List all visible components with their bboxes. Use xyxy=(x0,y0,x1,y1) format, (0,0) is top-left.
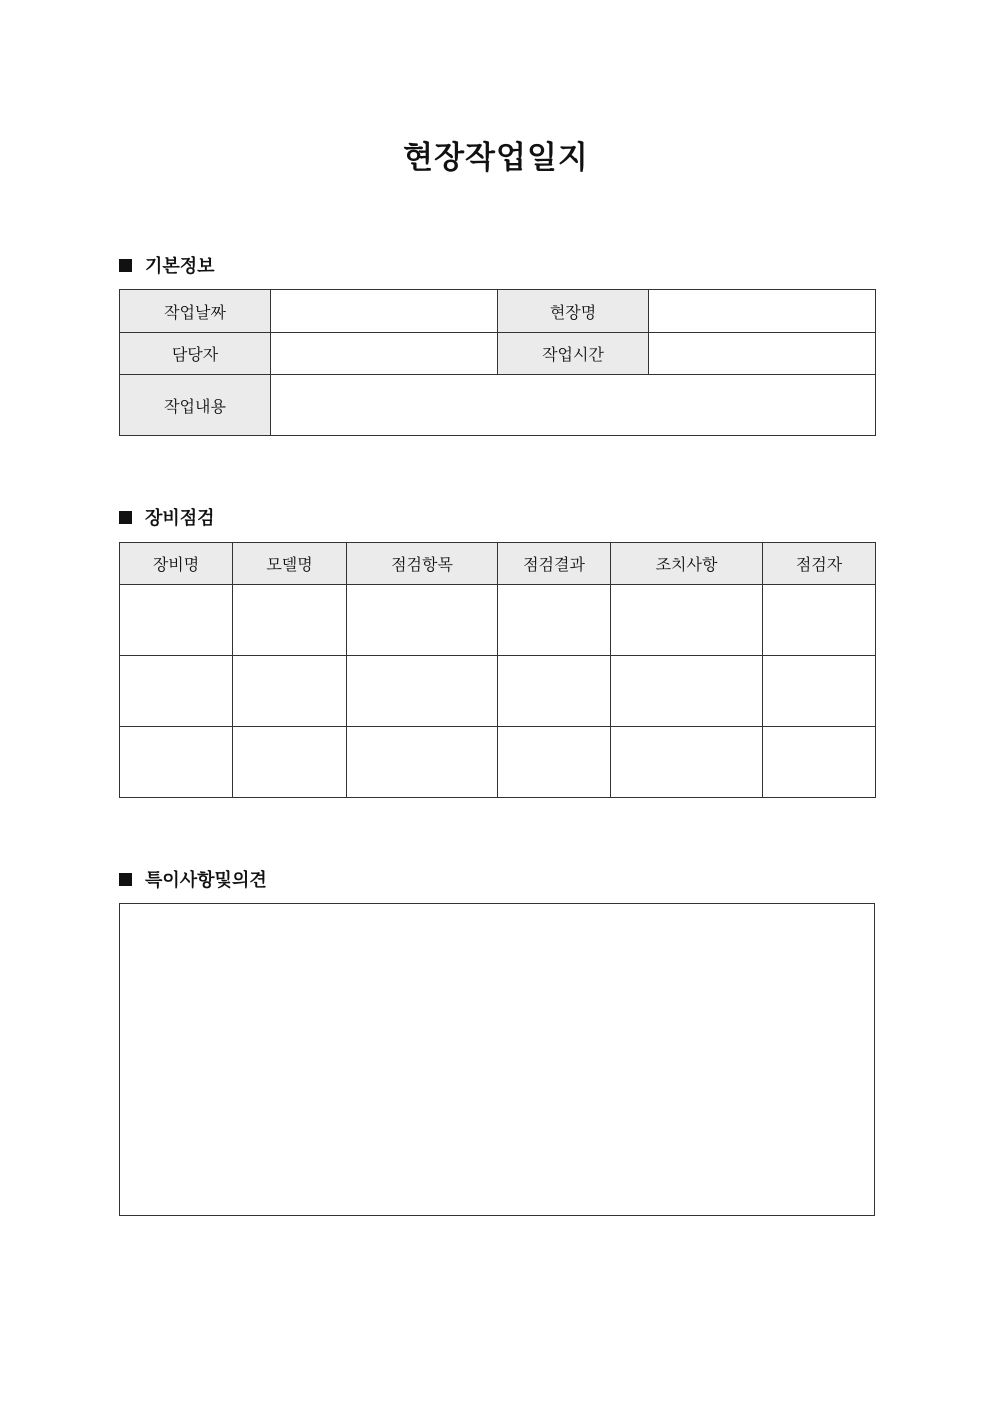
column-header-check-result: 점검결과 xyxy=(498,543,611,585)
site-name-field[interactable] xyxy=(649,290,876,333)
inspector-cell[interactable] xyxy=(763,585,876,656)
section-title: 특이사항및의견 xyxy=(145,870,267,891)
table-row xyxy=(120,727,876,798)
work-time-field[interactable] xyxy=(649,333,876,375)
column-header-equipment-name: 장비명 xyxy=(120,543,233,585)
section-title: 장비점검 xyxy=(145,508,215,529)
inspector-cell[interactable] xyxy=(763,727,876,798)
section-heading-equipment-check xyxy=(119,505,215,529)
equipment-name-cell[interactable] xyxy=(120,727,233,798)
equipment-name-cell[interactable] xyxy=(120,656,233,727)
table-row xyxy=(120,290,876,333)
check-item-cell[interactable] xyxy=(347,656,498,727)
check-result-cell[interactable] xyxy=(498,656,611,727)
site-name-label: 현장명 xyxy=(498,290,649,333)
basic-info-table xyxy=(119,289,876,436)
inspector-cell[interactable] xyxy=(763,656,876,727)
square-bullet-icon xyxy=(119,873,132,886)
check-item-cell[interactable] xyxy=(347,727,498,798)
model-name-cell[interactable] xyxy=(233,727,347,798)
action-taken-cell[interactable] xyxy=(611,727,763,798)
check-item-cell[interactable] xyxy=(347,585,498,656)
model-name-cell[interactable] xyxy=(233,656,347,727)
column-header-check-item: 점검항목 xyxy=(347,543,498,585)
table-row xyxy=(120,656,876,727)
work-content-field[interactable] xyxy=(271,375,876,436)
section-title: 기본정보 xyxy=(145,256,215,277)
table-row xyxy=(120,333,876,375)
work-content-label: 작업내용 xyxy=(120,375,271,436)
table-header-row xyxy=(120,543,876,585)
check-result-cell[interactable] xyxy=(498,585,611,656)
column-header-model-name: 모델명 xyxy=(233,543,347,585)
section-heading-basic-info xyxy=(119,253,215,277)
model-name-cell[interactable] xyxy=(233,585,347,656)
column-header-action-taken: 조치사항 xyxy=(611,543,763,585)
work-date-field[interactable] xyxy=(271,290,498,333)
square-bullet-icon xyxy=(119,259,132,272)
manager-label: 담당자 xyxy=(120,333,271,375)
action-taken-cell[interactable] xyxy=(611,656,763,727)
check-result-cell[interactable] xyxy=(498,727,611,798)
work-date-label: 작업날짜 xyxy=(120,290,271,333)
column-header-inspector: 점검자 xyxy=(763,543,876,585)
document-title: 현장작업일지 xyxy=(403,140,589,176)
equipment-check-table xyxy=(119,542,876,798)
table-row xyxy=(120,375,876,436)
square-bullet-icon xyxy=(119,511,132,524)
remarks-field[interactable] xyxy=(119,903,875,1216)
action-taken-cell[interactable] xyxy=(611,585,763,656)
work-time-label: 작업시간 xyxy=(498,333,649,375)
table-row xyxy=(120,585,876,656)
manager-field[interactable] xyxy=(271,333,498,375)
section-heading-remarks xyxy=(119,867,267,891)
equipment-name-cell[interactable] xyxy=(120,585,233,656)
